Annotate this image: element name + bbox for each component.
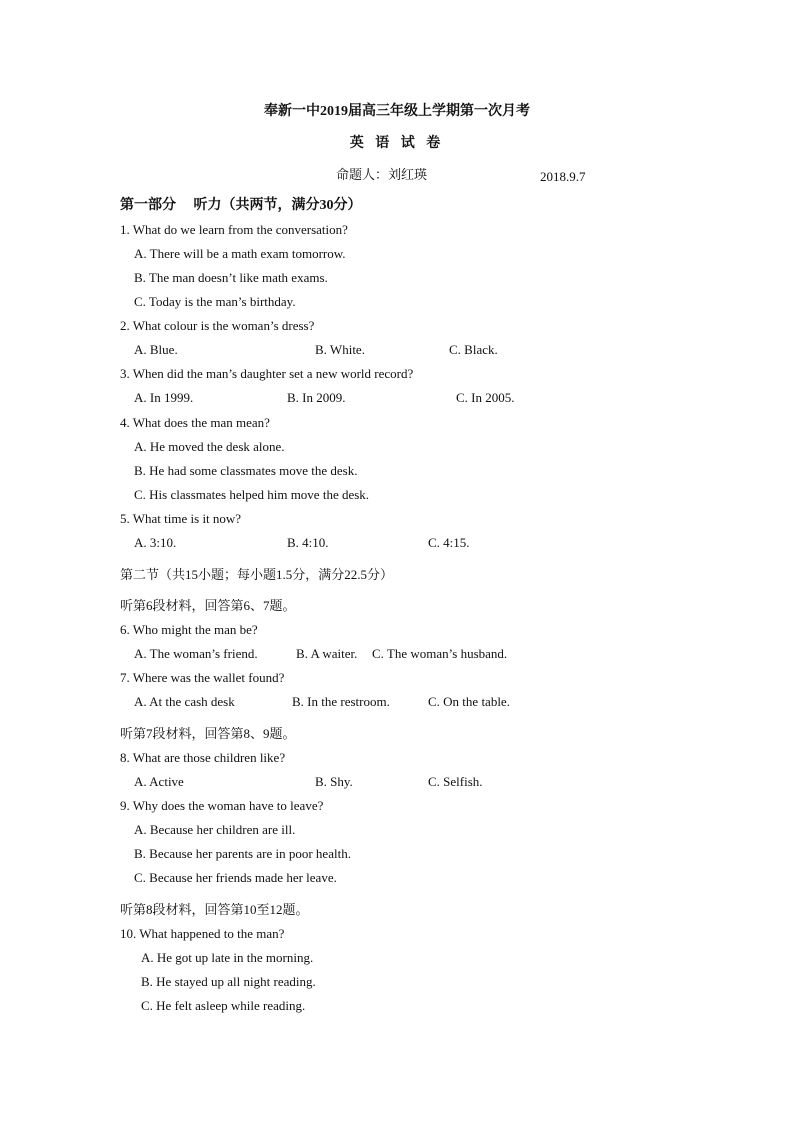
q2-option-a: A. Blue. (134, 342, 178, 357)
section2-heading: 第二节（共15小题；每小题1.5分，满分22.5分） (120, 567, 394, 582)
q7-option-c: C. On the table. (428, 694, 510, 709)
question-5: 5. What time is it now? (120, 511, 242, 526)
q10-option-b: B. He stayed up all night reading. (141, 974, 316, 989)
q4-option-b: B. He had some classmates move the desk. (134, 463, 358, 478)
group-8-instruction: 听第8段材料，回答第10至12题。 (120, 902, 309, 917)
exam-date: 2018.9.7 (540, 169, 586, 184)
q10-option-c: C. He felt asleep while reading. (141, 998, 306, 1013)
question-7: 7. Where was the wallet found? (120, 670, 285, 685)
question-8: 8. What are those children like? (120, 750, 286, 765)
part1-heading: 第一部分 听力（共两节，满分30分） (120, 198, 362, 213)
q4-option-c: C. His classmates helped him move the desk. (134, 487, 370, 502)
question-10: 10. What happened to the man? (120, 926, 285, 941)
question-4: 4. What does the man mean? (120, 415, 270, 430)
question-2: 2. What colour is the woman’s dress? (120, 318, 315, 333)
q5-option-b: B. 4:10. (287, 535, 329, 550)
q9-option-c: C. Because her friends made her leave. (134, 870, 337, 885)
q3-option-c: C. In 2005. (456, 390, 515, 405)
q6-option-c: C. The woman’s husband. (372, 646, 508, 661)
q8-option-c: C. Selfish. (428, 774, 483, 789)
group-6-instruction: 听第6段材料，回答第6、7题。 (120, 598, 296, 613)
q1-option-a: A. There will be a math exam tomorrow. (134, 246, 346, 261)
q1-option-c: C. Today is the man’s birthday. (134, 294, 296, 309)
q2-option-c: C. Black. (449, 342, 498, 357)
question-1: 1. What do we learn from the conversation? (120, 222, 348, 237)
q1-option-b: B. The man doesn’t like math exams. (134, 270, 328, 285)
exam-author: 命题人：刘红瑛 (336, 167, 428, 182)
q10-option-a: A. He got up late in the morning. (141, 950, 314, 965)
question-3: 3. When did the man’s daughter set a new world record? (120, 366, 414, 381)
q9-option-b: B. Because her parents are in poor health. (134, 846, 351, 861)
q8-option-b: B. Shy. (315, 774, 353, 789)
question-9: 9. Why does the woman have to leave? (120, 798, 324, 813)
q6-option-b: B. A waiter. (296, 646, 358, 661)
q7-option-a: A. At the cash desk (134, 694, 235, 709)
group-7-instruction: 听第7段材料，回答第8、9题。 (120, 726, 296, 741)
q8-option-a: A. Active (134, 774, 184, 789)
q3-option-a: A. In 1999. (134, 390, 194, 405)
q5-option-c: C. 4:15. (428, 535, 470, 550)
q4-option-a: A. He moved the desk alone. (134, 439, 285, 454)
exam-subtitle: 英 语 试 卷 (349, 136, 445, 151)
q2-option-b: B. White. (315, 342, 365, 357)
q6-option-a: A. The woman’s friend. (134, 646, 258, 661)
exam-title: 奉新一中2019届高三年级上学期第一次月考 (264, 104, 530, 119)
q7-option-b: B. In the restroom. (292, 694, 390, 709)
q3-option-b: B. In 2009. (287, 390, 346, 405)
question-6: 6. Who might the man be? (120, 622, 258, 637)
q5-option-a: A. 3:10. (134, 535, 177, 550)
q9-option-a: A. Because her children are ill. (134, 822, 296, 837)
